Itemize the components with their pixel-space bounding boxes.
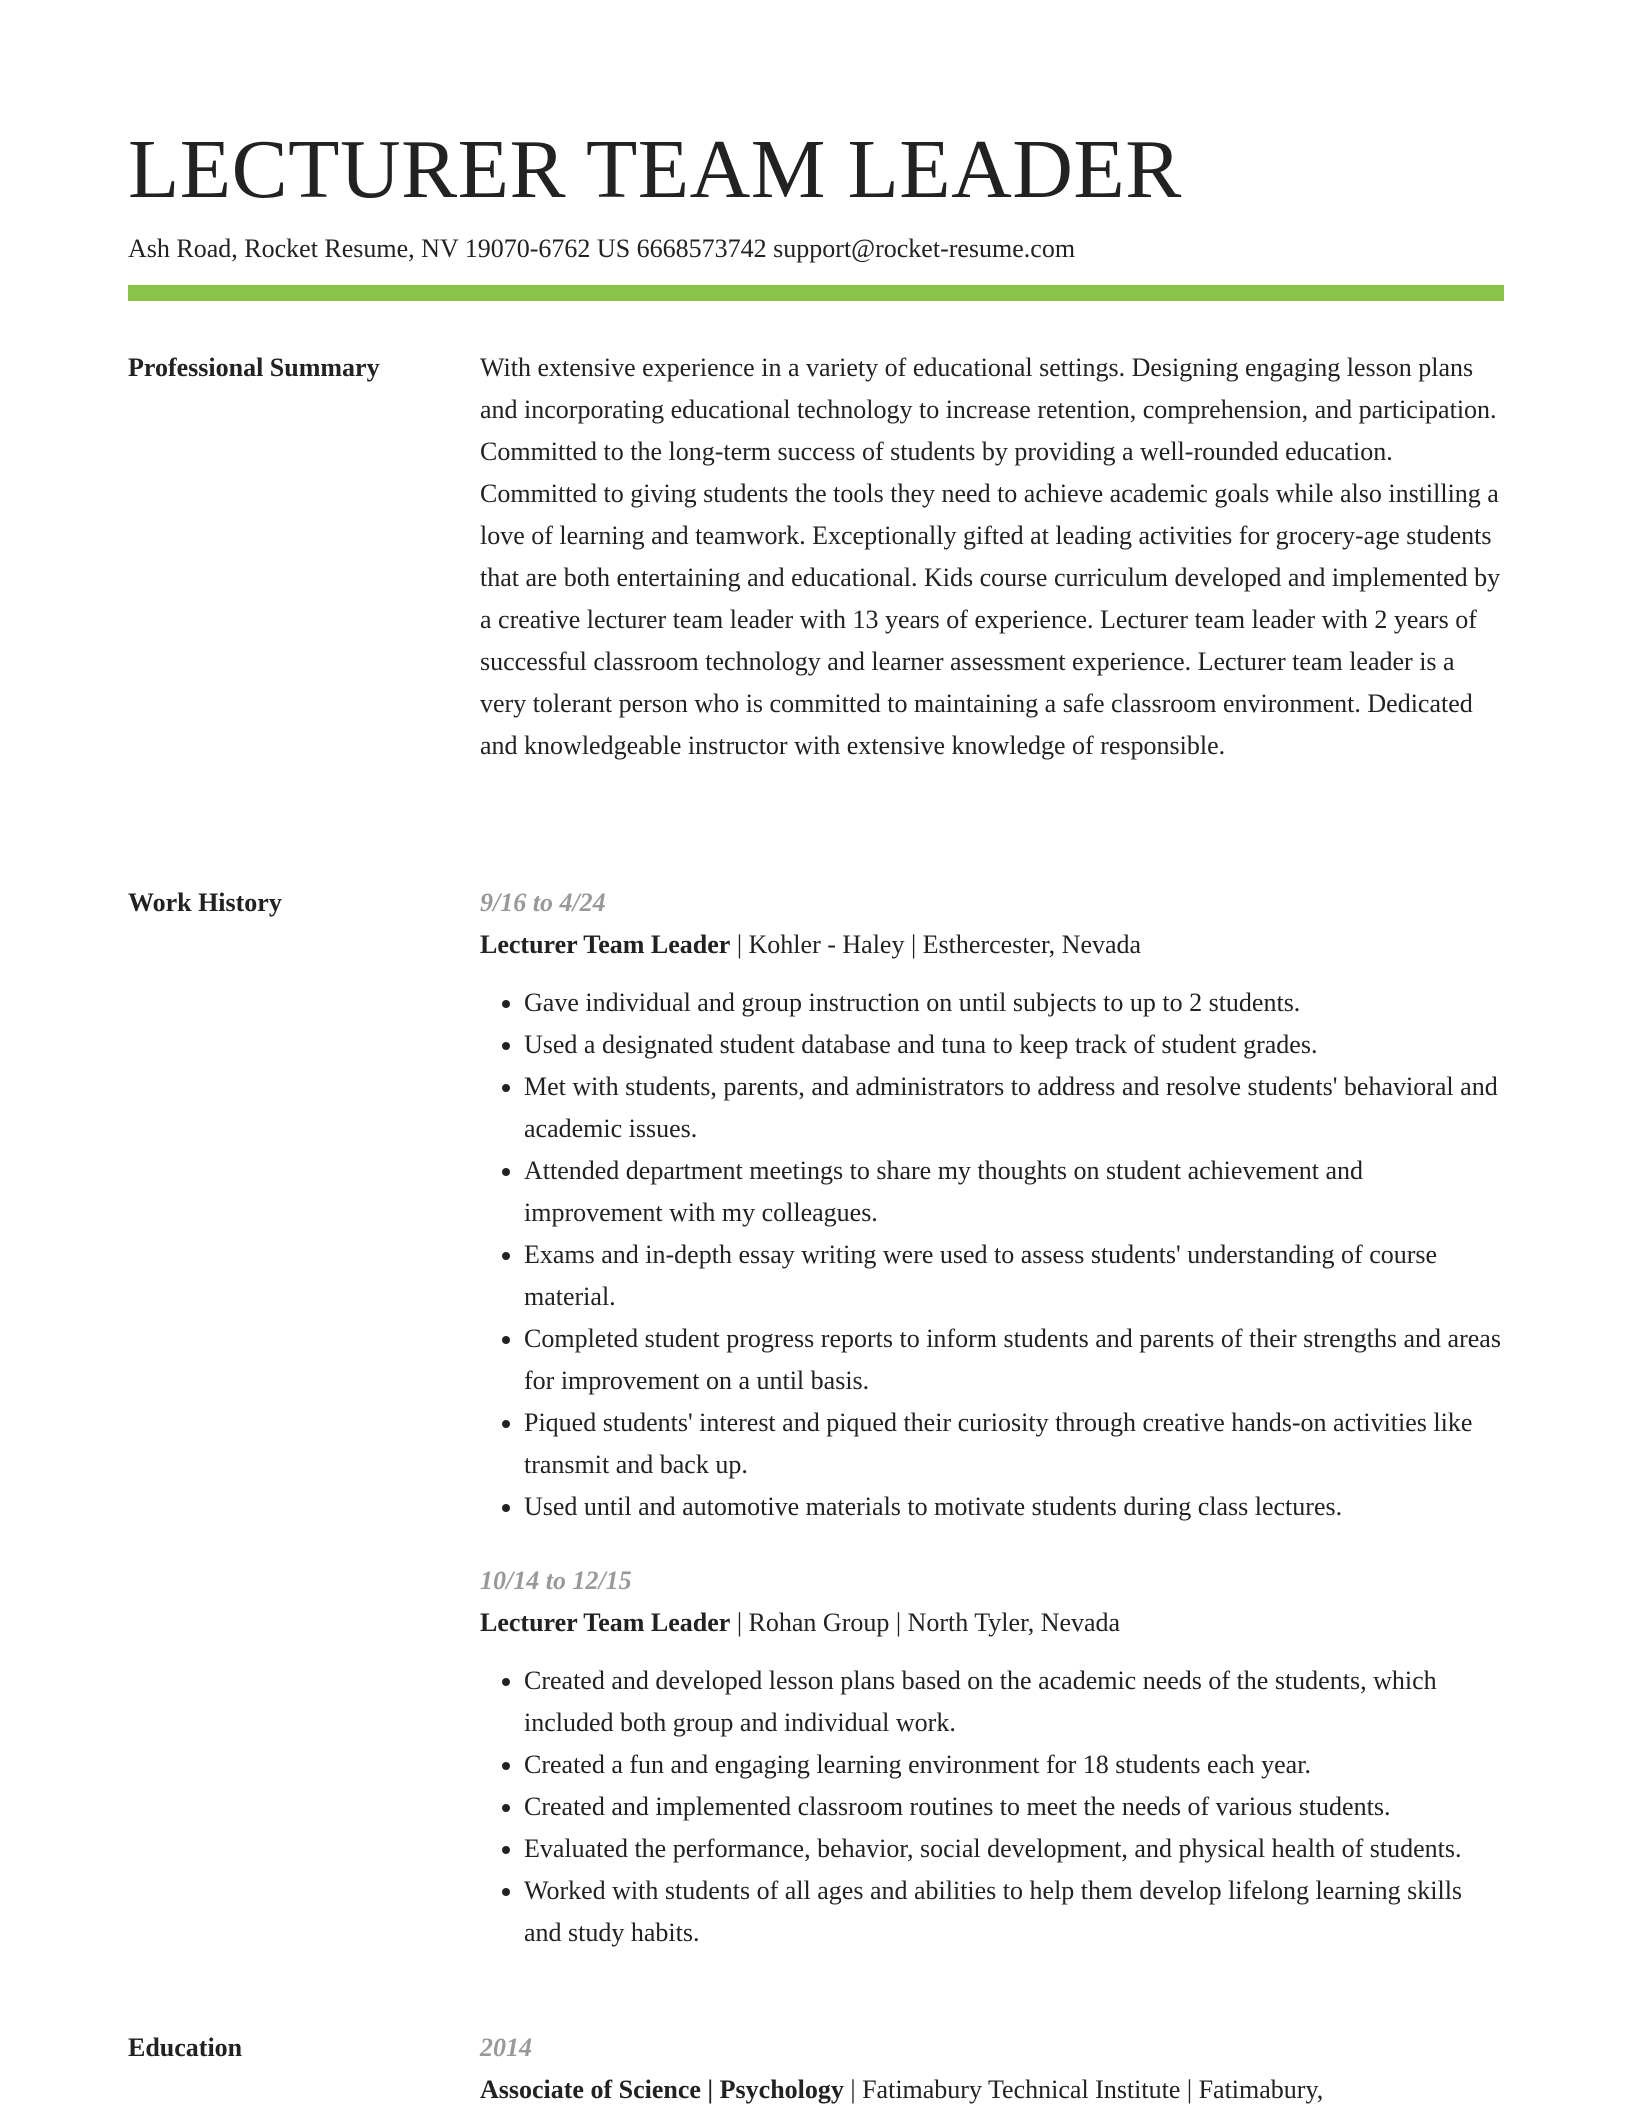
- education-body: [480, 2027, 1504, 2111]
- job-bullet: • Created and implemented classroom routines to meet the needs of various students.: [524, 1786, 1504, 1828]
- contact-info: Ash Road, Rocket Resume, NV 19070-6762 US 6668573742 support@rocket-resume.com: [128, 234, 1076, 263]
- job-entry: [480, 882, 1504, 1528]
- job-heading: [480, 924, 1504, 966]
- job-title: Lecturer Team Leader: [480, 930, 731, 959]
- job-entry: [480, 1560, 1504, 1954]
- education-year: 2014: [480, 2033, 532, 2062]
- job-bullet: • Met with students, parents, and administrators to address and resolve students' behavioral and academic issues.: [524, 1066, 1504, 1150]
- summary-text: With extensive experience in a variety of educational settings. Designing engaging lesson plans and incorporating educational technology to increase retention, comprehension, and participation. Committed to the long-term success of students by providing a well-rounded education. Committed to giving students the tools they need to achieve academic goals while also instilling a love of learning and teamwork. Exceptionally gifted at leading activities for grocery-age students that are both entertaining and educational. Kids course curriculum developed and implemented by a creative lecturer team leader with 13 years of experience. Lecturer team leader with 2 years of successful classroom technology and learner assessment experience. Lecturer team leader is a very tolerant person who is committed to maintaining a safe classroom environment. Dedicated and knowledgeable instructor with extensive knowledge of responsible.: [480, 353, 1501, 760]
- education-details: | Fatimabury Technical Institute | Fatimabury,: [843, 2075, 1324, 2104]
- job-bullet: • Worked with students of all ages and abilities to help them develop lifelong learning skills and study habits.: [524, 1870, 1504, 1954]
- job-bullet: • Used until and automotive materials to motivate students during class lectures.: [524, 1486, 1504, 1528]
- job-dates: 9/16 to 4/24: [480, 888, 606, 917]
- summary-heading: Professional Summary: [128, 353, 380, 382]
- job-bullet: • Used a designated student database and tuna to keep track of student grades.: [524, 1024, 1504, 1066]
- job-bullet: • Completed student progress reports to inform students and parents of their strengths and areas for improvement on a until basis.: [524, 1318, 1504, 1402]
- job-bullet: • Gave individual and group instruction on until subjects to up to 2 students.: [524, 982, 1504, 1024]
- accent-divider: [128, 285, 1504, 301]
- job-bullet: • Exams and in-depth essay writing were used to assess students' understanding of course material.: [524, 1234, 1504, 1318]
- job-heading: [480, 1602, 1504, 1644]
- job-details: | Kohler - Haley | Esthercester, Nevada: [730, 930, 1142, 959]
- work-history-heading: Work History: [128, 888, 282, 917]
- education-heading-line: [480, 2069, 1504, 2111]
- summary-body: [480, 347, 1504, 767]
- job-dates: 10/14 to 12/15: [480, 1566, 632, 1595]
- job-bullets: [480, 982, 1504, 1528]
- job-bullets: [480, 1660, 1504, 1954]
- work-history-body: [480, 882, 1504, 1954]
- education-degree: Associate of Science | Psychology: [480, 2075, 844, 2104]
- job-bullet: • Created a fun and engaging learning environment for 18 students each year.: [524, 1744, 1504, 1786]
- job-bullet: • Evaluated the performance, behavior, social development, and physical health of students.: [524, 1828, 1504, 1870]
- education-heading: Education: [128, 2033, 243, 2062]
- resume-name: LECTURER TEAM LEADER: [128, 123, 1182, 216]
- job-bullet: • Attended department meetings to share my thoughts on student achievement and improvement with my colleagues.: [524, 1150, 1504, 1234]
- job-bullet: • Piqued students' interest and piqued their curiosity through creative hands-on activities like transmit and back up.: [524, 1402, 1504, 1486]
- job-bullet: • Created and developed lesson plans based on the academic needs of the students, which included both group and individual work.: [524, 1660, 1504, 1744]
- job-details: | Rohan Group | North Tyler, Nevada: [730, 1608, 1121, 1637]
- job-title: Lecturer Team Leader: [480, 1608, 731, 1637]
